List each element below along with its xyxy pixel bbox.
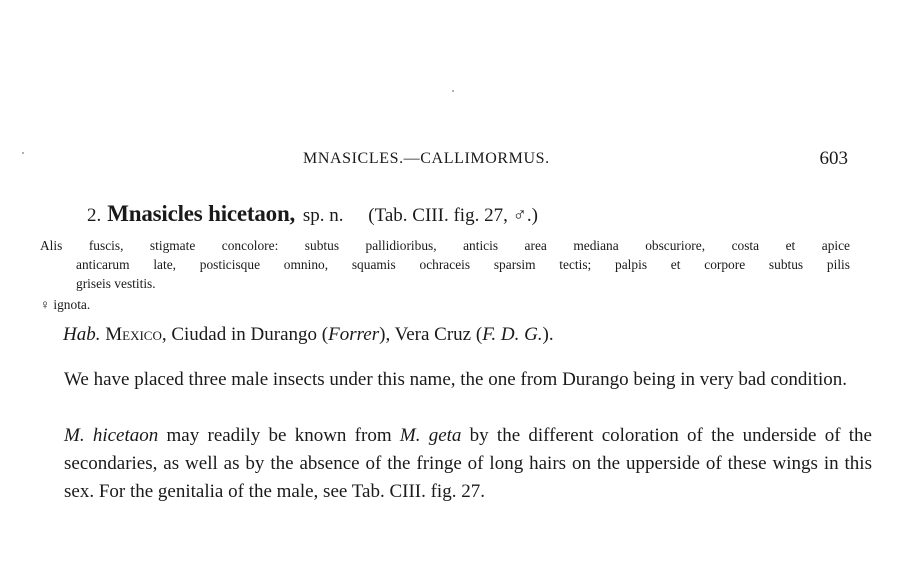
habitat-end: ). — [542, 324, 554, 345]
paragraph-1: We have placed three male insects under this name, the one from Durango being in very bad condition. — [64, 369, 848, 390]
habitat-line — [63, 324, 554, 346]
diagnosis-line-3: griseis vestitis. — [76, 276, 156, 291]
page-number: 603 — [819, 148, 848, 169]
species-ref-hicetaon: M. hicetaon — [64, 425, 159, 446]
species-heading — [87, 201, 538, 227]
collector-forrer: Forrer — [328, 324, 380, 345]
habitat-locality: Ciudad in Durango ( — [166, 324, 329, 345]
female-note: ♀ ignota. — [40, 297, 91, 312]
paragraph-2-text-b: by the different coloration of the underside of the secondaries, as well as by the absence of the fringe of long hairs on the upperside of these wings in this sex. For the genitalia of the male, see Tab. CIII. fig. 27. — [64, 425, 872, 502]
paragraph-2 — [40, 422, 872, 506]
species-status: sp. n. — [302, 205, 344, 226]
species-ref-geta: M. geta — [399, 425, 462, 446]
habitat-separator: ), Vera Cruz ( — [379, 324, 483, 345]
speck — [452, 90, 454, 92]
species-name: Mnasicles hicetaon, — [107, 201, 296, 226]
paragraph-2-text-a: may readily be known from — [158, 425, 400, 446]
species-number: 2. — [87, 205, 102, 226]
running-title: MNASICLES.—CALLIMORMUS. — [303, 150, 550, 167]
latin-diagnosis — [40, 236, 850, 293]
running-head — [0, 150, 900, 174]
collector-fdg: F. D. G. — [482, 324, 543, 345]
habitat-label: Hab. — [63, 324, 101, 345]
diagnosis-line-2: anticarum late, posticisque omnino, squamis ochraceis sparsim tectis; palpis et corpore subtus pilis — [76, 257, 850, 272]
habitat-country: Mexico, — [105, 324, 167, 345]
diagnosis-line-1: Alis fuscis, stigmate concolore: subtus pallidioribus, anticis area mediana obscuriore, costa et apice — [40, 238, 850, 253]
plate-reference: (Tab. CIII. fig. 27, ♂.) — [368, 205, 538, 226]
